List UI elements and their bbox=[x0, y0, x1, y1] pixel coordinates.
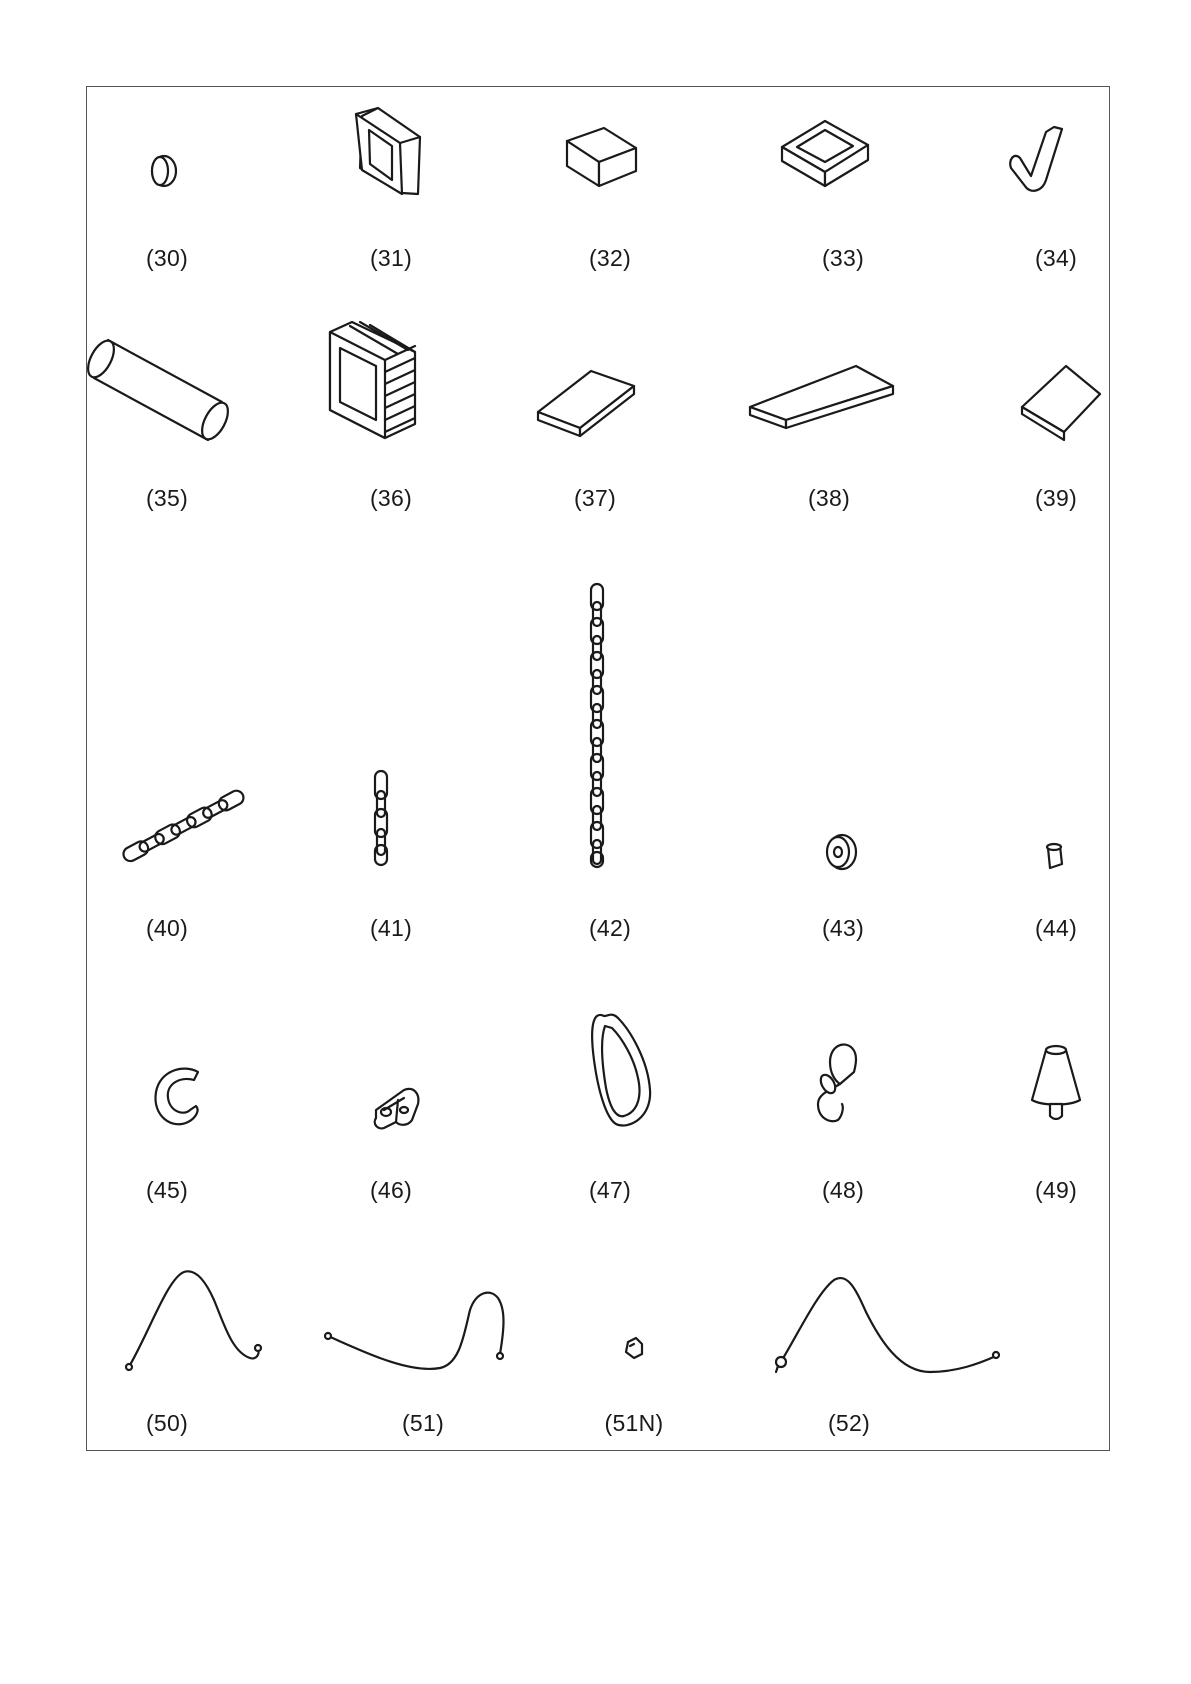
part-label: (40) bbox=[145, 915, 189, 941]
part-label: (42) bbox=[588, 915, 632, 941]
part-label: (30) bbox=[145, 245, 189, 271]
part-label: (39) bbox=[1034, 485, 1078, 511]
part-label: (35) bbox=[145, 485, 189, 511]
part-label: (36) bbox=[369, 485, 413, 511]
part-label: (34) bbox=[1034, 245, 1078, 271]
part-label: (51N) bbox=[604, 1410, 664, 1436]
part-label: (37) bbox=[573, 485, 617, 511]
part-label: (47) bbox=[588, 1177, 632, 1203]
part-label: (49) bbox=[1034, 1177, 1078, 1203]
part-label: (38) bbox=[807, 485, 851, 511]
part-label: (52) bbox=[827, 1410, 871, 1436]
part-label: (41) bbox=[369, 915, 413, 941]
part-label: (31) bbox=[369, 245, 413, 271]
part-label: (46) bbox=[369, 1177, 413, 1203]
part-label: (51) bbox=[401, 1410, 445, 1436]
part-label: (32) bbox=[588, 245, 632, 271]
part-label: (43) bbox=[821, 915, 865, 941]
part-label: (50) bbox=[145, 1410, 189, 1436]
part-label: (33) bbox=[821, 245, 865, 271]
part-label: (44) bbox=[1034, 915, 1078, 941]
part-label: (45) bbox=[145, 1177, 189, 1203]
part-label: (48) bbox=[821, 1177, 865, 1203]
